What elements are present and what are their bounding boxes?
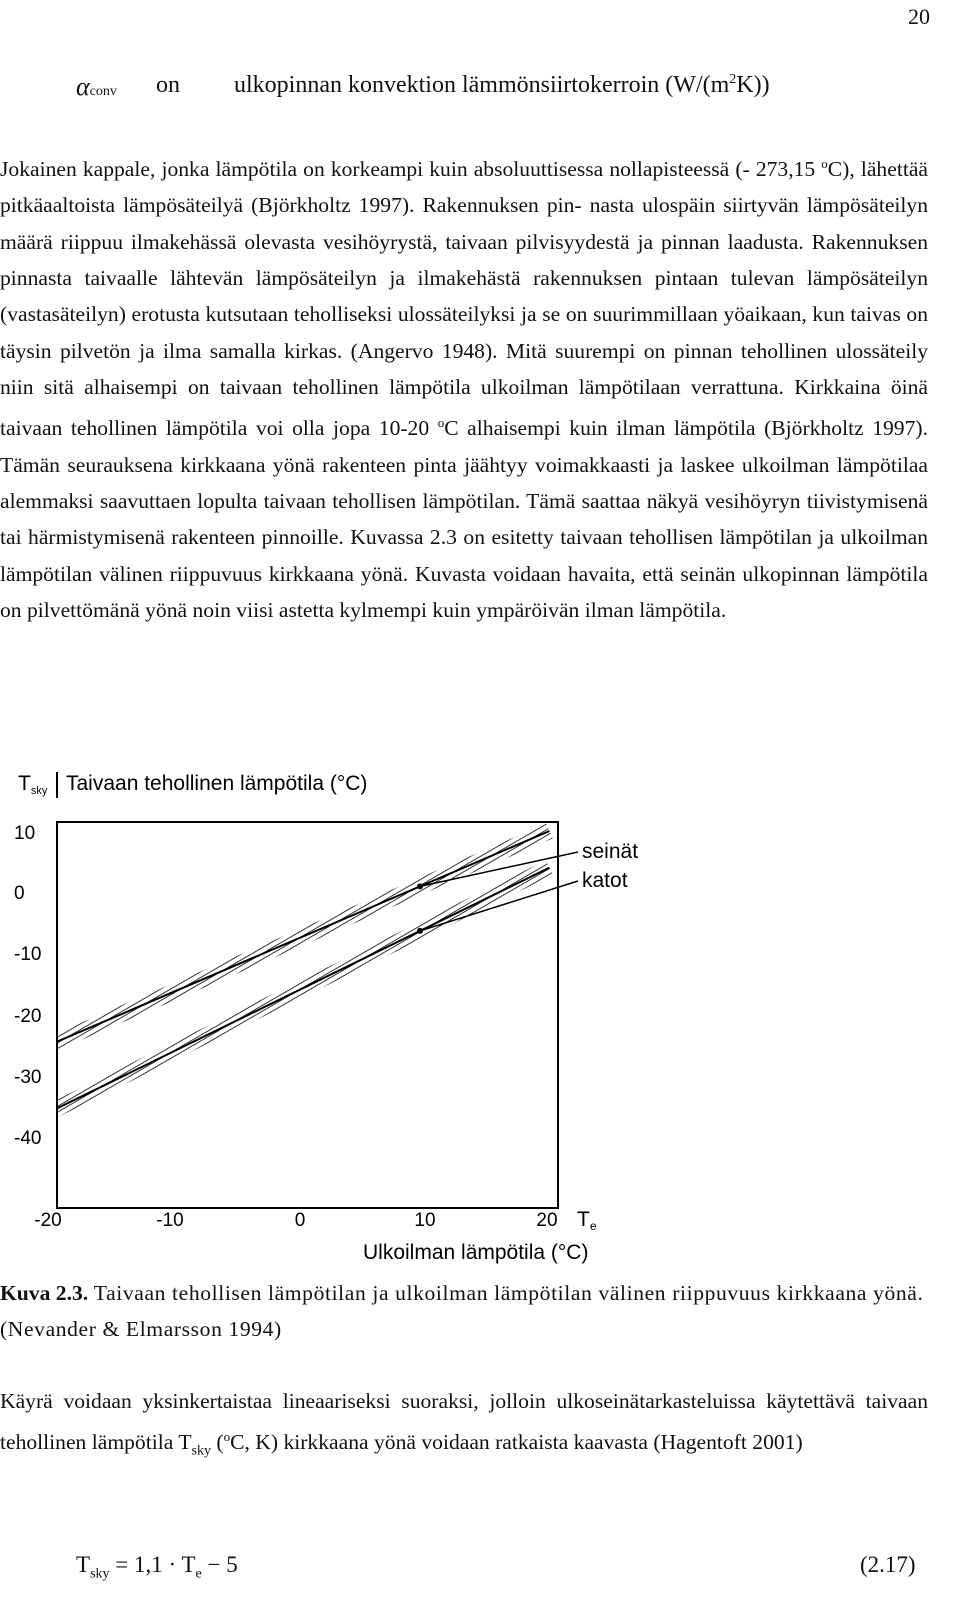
paragraph-1-rest: nasta ulospäin siirtyvän lämpösäteilyn määrä riippuu ilmakehässä olevasta vesihöyrystä, taivaan pilvisyydestä ja pinnan laadusta. Rakennuksen pinnasta taivaalle lähtevän lämpösäteilyn ja ilmakehästä rakennuksen pintaan tulevan lämpösäteilyn (vastasäteilyn) erotusta kutsutaan teholliseksi ulossäteilyksi ja se on suurimmillaan yöaikaan, kun taivas on täysin pilvetön ja ilma samalla kirkas. (Angervo 1948). Mitä suurempi on pinnan tehollinen ulossäteily niin sitä alhaisempi on taivaan tehollinen lämpötila ulkoilman lämpötilaan verrattuna. Kirkkaina öinä taivaan tehollinen lämpötila voi olla jopa 10-20 [0,193,928,441]
equation-number: (2.17) [860,1552,916,1577]
definition-word: on [156,72,180,98]
series-label: katot [582,869,628,892]
symbol-definition [76,72,770,102]
definition-description: ulkopinnan konvektion lämmönsiirtokerroin $(W/(m^2K))$ [234,72,770,98]
y-tick-label: -40 [14,1128,42,1149]
y-tick-label: -10 [14,944,42,965]
caption-label: Kuva 2.3. [0,1281,89,1305]
body-paragraph-1 [0,146,928,628]
y-tick-label: 10 [14,823,36,844]
x-tick-label: 0 [294,1210,306,1231]
y-axis-symbol: Tsky [18,772,48,797]
sky-temperature-chart [0,758,960,1278]
x-tick-label: -10 [156,1210,184,1231]
body-paragraph-2: Käyrä voidaan yksinkertaistaa lineaariseksi suoraksi, jolloin ulkoseinätarkasteluissa käytettävä taivaan tehollinen lämpötila $T_{sky}$ ($^o$C, K) kirkkaana yönä voidaan ratkaista kaavasta (Hagentoft 2001) [0,1389,928,1459]
y-tick-label: 0 [14,883,25,904]
paragraph-1-line-1: Jokainen kappale, jonka lämpötila on korkeampi kuin absoluuttisessa nollapisteessä (- [0,157,750,182]
alpha-subscript: conv [89,84,117,99]
paragraph-1-continuation: C alhaisempi kuin ilman lämpötila (Björkholtz 1997). Tämän seurauksena kirkkaana yönä rakenteen pinta jäähtyy voimakkaasti ja laskee ulkoilman lämpötilaa alemmaksi saavuttaen lopulta taivaan tehollisen lämpötilan. Tämä saattaa näkyä vesihöyryn tiivistymisenä tai härmistymisenä rakenteen pinnoille. Kuvassa 2.3 on esitetty taivaan tehollisen lämpötilan ja ulkoilman lämpötilan välinen riippuvuus kirkkaana yönä. Kuvasta voidaan havaita, että seinän ulkopinnan lämpötila on pilvettömänä yönä noin viisi astetta kylmempi kuin ympäröivän ilman lämpötila. [0,416,928,622]
alpha-symbol: αconv [76,72,117,101]
series-band-katot [51,868,550,1112]
y-tick-label: -20 [14,1006,42,1027]
figure-caption [0,1275,928,1347]
x-axis-symbol: Te [577,1208,597,1233]
caption-text: Taivaan tehollisen lämpötilan ja ulkoilman lämpötilan välinen riippuvuus kirkkaana yönä. (Nevander & Elmarsson 1994) [0,1281,924,1341]
series-band-seinat [51,831,550,1045]
series-label: seinät [582,840,639,863]
x-tick-label: -20 [34,1210,62,1231]
degree-mark: o [437,415,445,431]
chart-title: Taivaan tehollinen lämpötila (°C) [66,772,368,795]
y-tick-label: -30 [14,1067,42,1088]
paragraph-1-line-2: 273,15 $^o$C), lähettää pitkäaaltoista lämpösäteilyä (Björkholtz 1997). Rakennuksen pin- [0,156,928,218]
x-tick-label: 20 [536,1210,558,1231]
page-number: 20 [908,4,930,29]
x-tick-label: 10 [414,1210,436,1231]
x-axis-label: Ulkoilman lämpötila (°C) [363,1241,589,1264]
equation-2-17: $T_{sky} = 1,1 \cdot T_e - 5$ [76,1552,238,1582]
